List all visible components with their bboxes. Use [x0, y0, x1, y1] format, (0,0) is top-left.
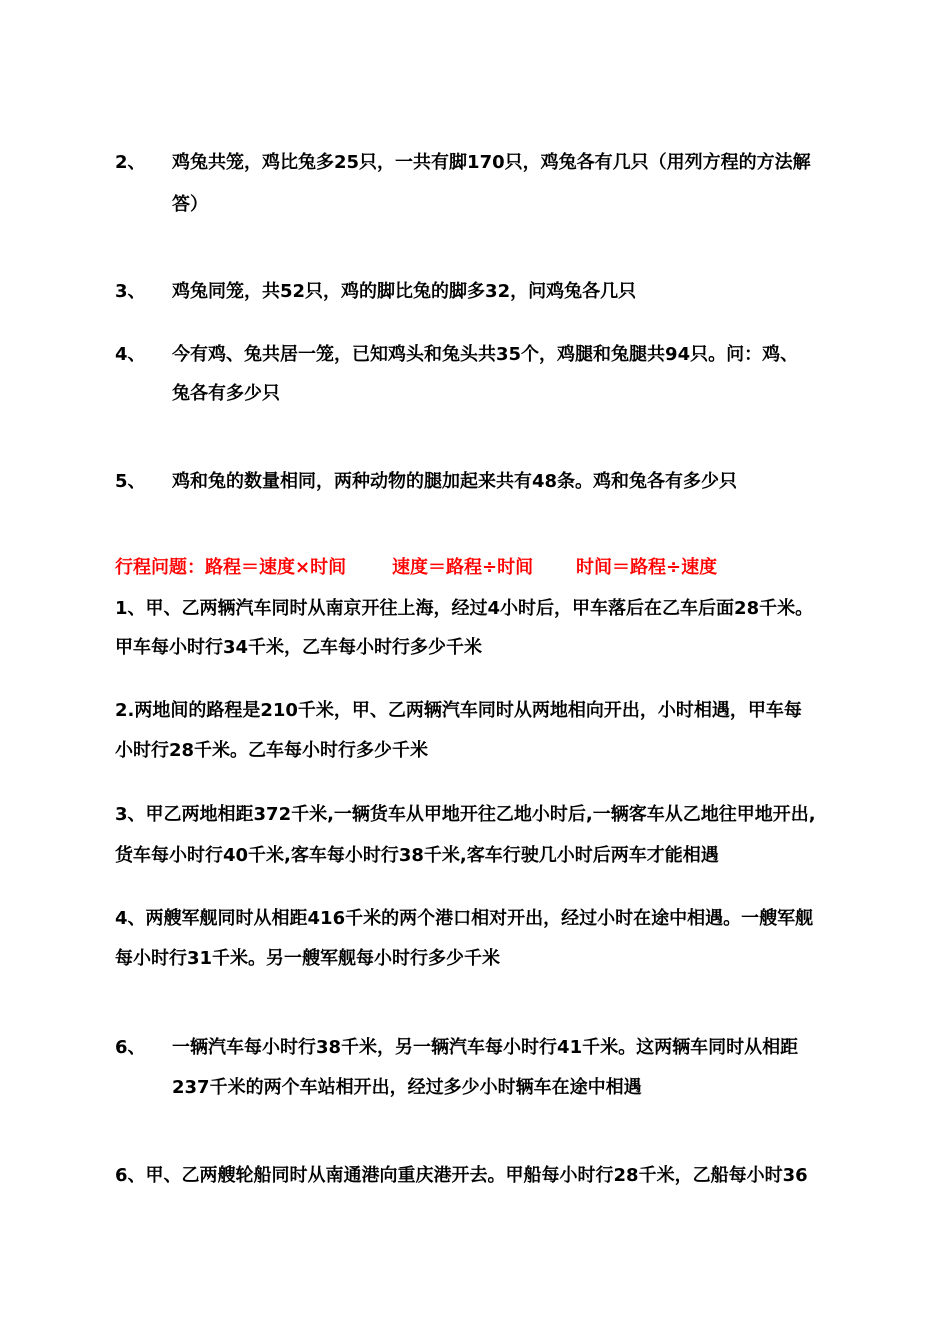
problem-text-line: 6、甲、乙两艘轮船同时从南通港向重庆港开去。甲船每小时行28千米，乙船每小时36: [115, 1165, 808, 1186]
problem-text-line: 237千米的两个车站相开出，经过多少小时辆车在途中相遇: [172, 1077, 642, 1098]
problem-text-line: 4、两艘军舰同时从相距416千米的两个港口相对开出，经过小时在途中相遇。一艘军舰: [115, 908, 814, 929]
problem-text-line: 鸡兔同笼，共52只，鸡的脚比兔的脚多32，问鸡兔各几只: [172, 281, 637, 302]
problem-number: 4、: [115, 344, 146, 365]
formula-time: 时间＝路程÷速度: [576, 557, 718, 578]
problem-text-line: 兔各有多少只: [172, 383, 280, 404]
problem-text-line: 1、甲、乙两辆汽车同时从南京开往上海，经过4小时后，甲车落后在乙车后面28千米。: [115, 598, 814, 619]
problem-number: 3、: [115, 281, 146, 302]
problem-text-line: 货车每小时行40千米,客车每小时行38千米,客车行驶几小时后两车才能相遇: [115, 845, 719, 866]
problem-number: 5、: [115, 471, 146, 492]
problem-text-line: 今有鸡、兔共居一笼，已知鸡头和兔头共35个，鸡腿和兔腿共94只。问：鸡、: [172, 344, 799, 365]
problem-text-line: 每小时行31千米。另一艘军舰每小时行多少千米: [115, 948, 501, 969]
problem-text-line: 小时行28千米。乙车每小时行多少千米: [115, 740, 429, 761]
problem-number: 6、: [115, 1037, 146, 1058]
problem-text-line: 甲车每小时行34千米，乙车每小时行多少千米: [115, 637, 483, 658]
section-heading: 行程问题：路程＝速度×时间: [115, 557, 347, 578]
problem-text-line: 2.两地间的路程是210千米，甲、乙两辆汽车同时从两地相向开出，小时相遇，甲车每: [115, 700, 802, 721]
problem-text-line: 鸡和兔的数量相同，两种动物的腿加起来共有48条。鸡和兔各有多少只: [172, 471, 738, 492]
problem-number: 2、: [115, 152, 146, 173]
problem-text-line: 答）: [172, 194, 208, 215]
problem-text-line: 一辆汽车每小时行38千米，另一辆汽车每小时行41千米。这两辆车同时从相距: [172, 1037, 799, 1058]
problem-text-line: 鸡兔共笼，鸡比兔多25只，一共有脚170只，鸡兔各有几只（用列方程的方法解: [172, 152, 811, 173]
problem-text-line: 3、甲乙两地相距372千米,一辆货车从甲地开往乙地小时后,一辆客车从乙地往甲地开出,: [115, 804, 816, 825]
formula-speed: 速度＝路程÷时间: [392, 557, 534, 578]
